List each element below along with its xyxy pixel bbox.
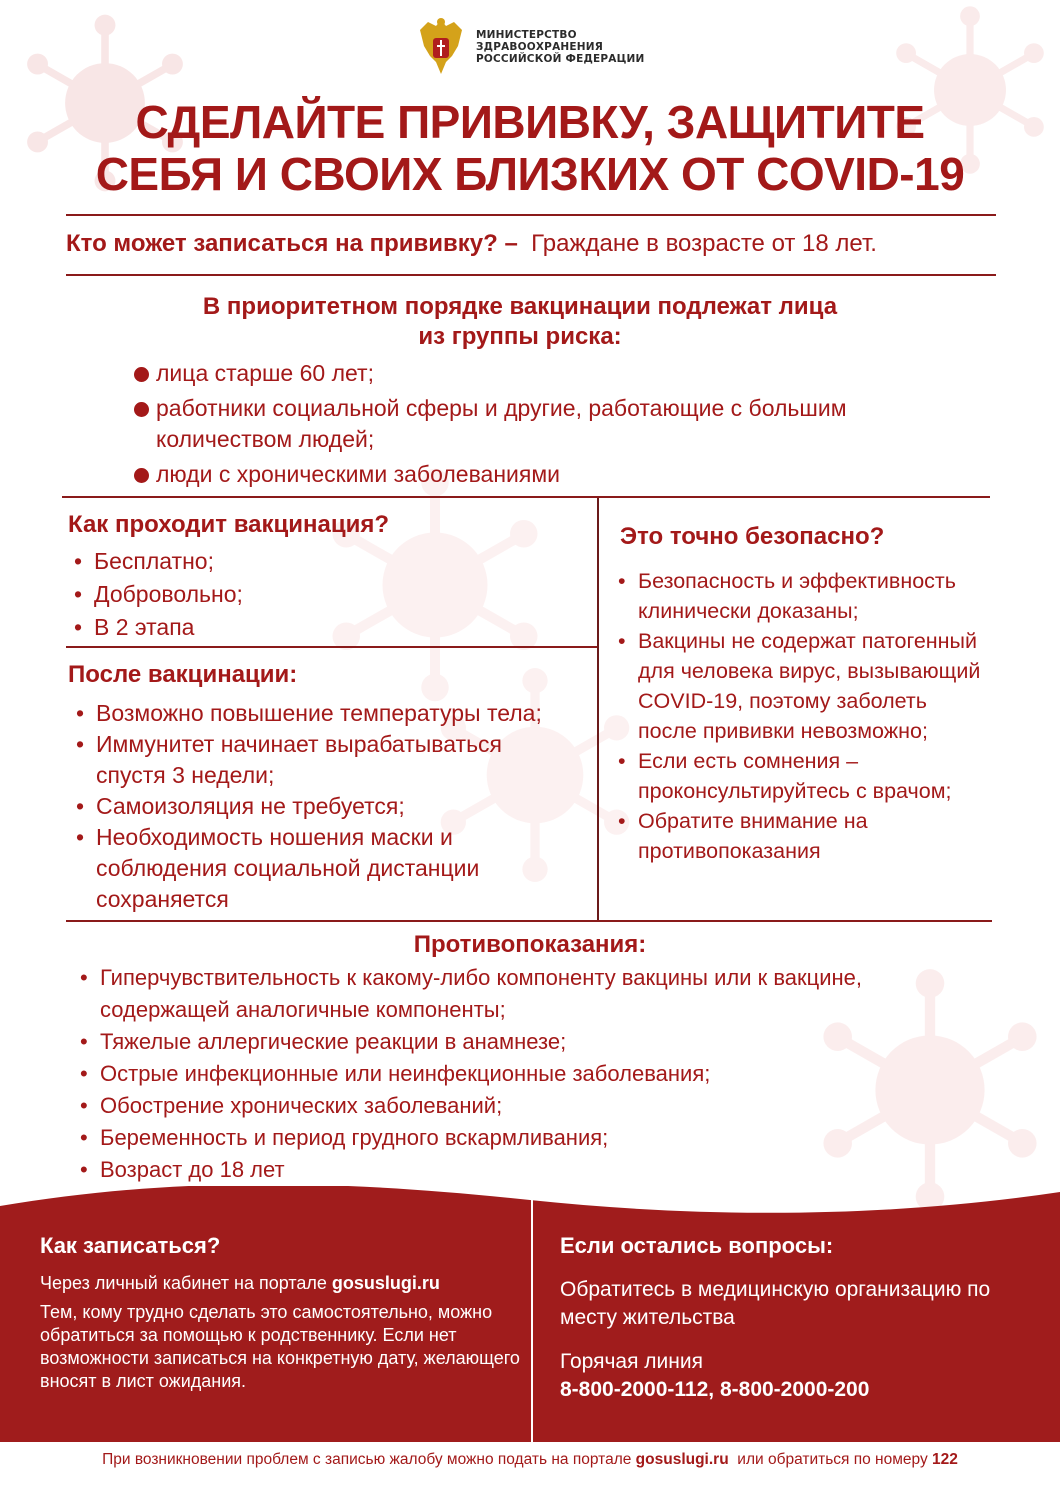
divider: [66, 920, 992, 922]
list-item: • Обострение хронических заболеваний;: [76, 1090, 956, 1122]
ministry-logo: [416, 16, 645, 78]
priority-heading-line-2: из группы риска:: [418, 323, 622, 350]
list-item: • Вакцины не содержат патогенный для человека вирус, вызывающий COVID-19, поэтому заболеть после прививки невозможно;: [614, 626, 984, 746]
divider: [66, 274, 996, 276]
page-title: [0, 96, 1060, 200]
divider: [66, 646, 598, 648]
after-list: [72, 698, 582, 915]
gosuslugi-link-bottom[interactable]: gosuslugi.ru: [635, 1451, 729, 1468]
after-heading: После вакцинации:: [68, 661, 298, 688]
list-item: • Иммунитет начинает вырабатываться спустя 3 недели;: [72, 729, 566, 791]
complaint-note: [0, 1450, 1060, 1470]
logo-line-2: ЗДРАВООХРАНЕНИЯ: [476, 41, 604, 53]
questions-block: [560, 1232, 1040, 1404]
list-item: • Необходимость ношения маски и соблюдения социальной дистанции сохраняется: [72, 822, 536, 915]
list-item: лица старше 60 лет;: [134, 358, 934, 389]
list-item: • Острые инфекционные или неинфекционные заболевания;: [76, 1058, 956, 1090]
column-divider: [597, 498, 599, 922]
gosuslugi-link[interactable]: gosuslugi.ru: [331, 1273, 440, 1293]
priority-heading: [80, 292, 960, 352]
signup-block: [40, 1232, 520, 1393]
list-item: • Обратите внимание на противопоказания: [614, 806, 938, 866]
list-item: • Безопасность и эффективность клинически доказаны;: [614, 566, 984, 626]
list-item: • В 2 этапа: [70, 612, 570, 643]
list-item: • Самоизоляция не требуется;: [72, 791, 582, 822]
footer-banner: [0, 1186, 1060, 1442]
safe-list: [614, 566, 984, 866]
contra-heading: Противопоказания:: [413, 931, 647, 958]
coat-of-arms-icon: [416, 16, 466, 78]
list-item: • Возможно повышение температуры тела;: [72, 698, 582, 729]
how-list: [70, 546, 570, 643]
list-item: люди с хроническими заболеваниями: [134, 459, 934, 490]
priority-heading-line-1: В приоритетном порядке вакцинации подлежат лица: [202, 293, 838, 320]
signup-heading: Как записаться?: [40, 1233, 221, 1258]
title-line-2: СЕБЯ И СВОИХ БЛИЗКИХ ОТ COVID-19: [95, 148, 965, 200]
questions-heading: Если остались вопросы:: [560, 1233, 834, 1258]
list-item: работники социальной сферы и другие, работающие с большим количеством людей;: [134, 393, 916, 455]
divider: [62, 496, 990, 498]
logo-line-1: МИНИСТЕРСТВО: [476, 29, 577, 41]
list-item: • Гиперчувствительность к какому-либо компоненту вакцины или к вакцине, содержащей аналогичные компоненты;: [76, 962, 956, 1026]
hotline-label: Горячая линия: [560, 1350, 703, 1373]
title-line-1: СДЕЛАЙТЕ ПРИВИВКУ, ЗАЩИТИТЕ: [135, 96, 925, 148]
list-item: • Если есть сомнения – проконсультируйтесь с врачом;: [614, 746, 968, 806]
who-answer: Граждане в возрасте от 18 лет.: [531, 230, 877, 257]
list-item: • Тяжелые аллергические реакции в анамнезе;: [76, 1026, 956, 1058]
who-can-register: [66, 228, 996, 260]
how-heading: Как проходит вакцинация?: [68, 511, 390, 538]
who-question: Кто может записаться на прививку? –: [66, 230, 518, 257]
list-item: • Возраст до 18 лет: [76, 1154, 956, 1186]
safe-heading: Это точно безопасно?: [620, 523, 885, 550]
signup-line-1: [40, 1272, 520, 1295]
complaint-prefix: При возникновении проблем с записью жалобу можно подать на портале: [102, 1451, 636, 1468]
logo-line-3: РОССИЙСКОЙ ФЕДЕРАЦИИ: [476, 53, 645, 65]
contra-list: [76, 962, 956, 1186]
list-item: • Беременность и период грудного вскармливания;: [76, 1122, 956, 1154]
signup-line-prefix: Через личный кабинет на портале: [40, 1273, 332, 1293]
priority-list: [134, 358, 934, 490]
list-item: • Добровольно;: [70, 579, 570, 610]
signup-text: Тем, кому трудно сделать это самостоятельно, можно обратиться за помощью к родственнику. Если нет возможности записаться на конкретную дату, желающего вносят в лист ожидания.: [40, 1302, 520, 1391]
list-item: • Бесплатно;: [70, 546, 570, 577]
hotline-phones[interactable]: 8-800-2000-112, 8-800-2000-200: [560, 1378, 870, 1401]
hotline-number[interactable]: 122: [932, 1451, 958, 1468]
questions-text: Обратитесь в медицинскую организацию по месту жительства: [560, 1278, 991, 1329]
complaint-middle: или обратиться по номеру: [728, 1451, 933, 1468]
divider: [66, 214, 996, 216]
